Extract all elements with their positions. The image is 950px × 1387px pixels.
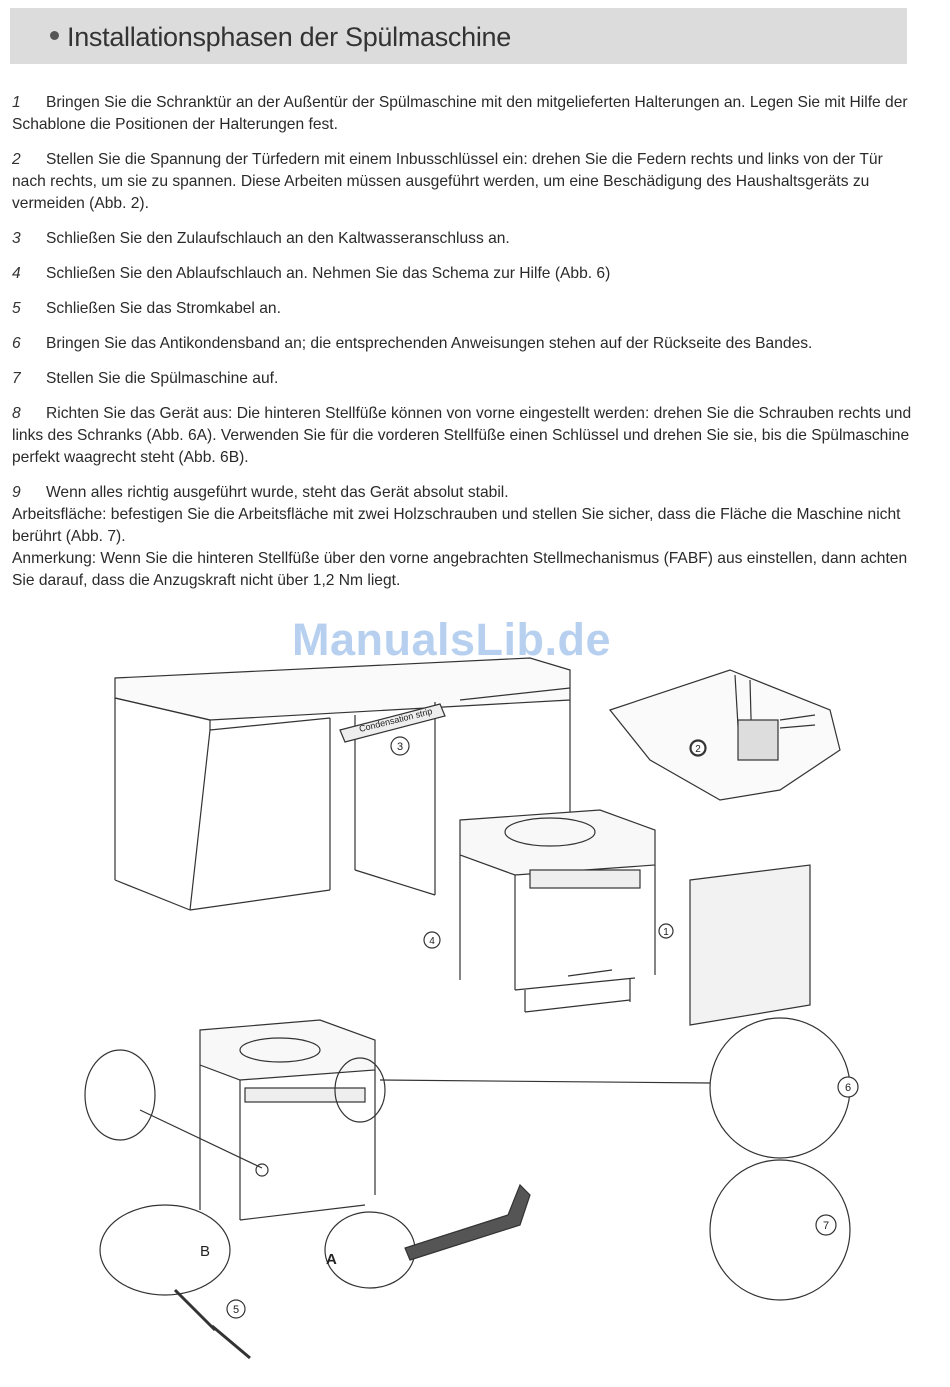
step-3	[12, 228, 912, 250]
step-5	[12, 298, 912, 320]
marker-label: 3	[396, 741, 404, 753]
step-text: Bringen Sie die Schranktür an der Außentür der Spülmaschine mit den mitgelieferten Halterungen an. Legen Sie mit Hilfe der Schablone die Positionen der Halterungen fest.	[12, 94, 908, 133]
cabinet-door-panel	[690, 865, 810, 1025]
step-text: Wenn alles richtig ausgeführt wurde, steht das Gerät absolut stabil.	[46, 484, 509, 501]
marker-label: 7	[822, 1220, 830, 1232]
label-b: B	[200, 1243, 211, 1260]
step-number: 6	[12, 335, 21, 352]
step-number: 3	[12, 230, 21, 247]
marker-label: 6	[844, 1082, 852, 1094]
hex-key-icon	[405, 1185, 530, 1260]
marker-label: 5	[232, 1304, 240, 1316]
step-8	[12, 403, 912, 469]
step-text: Stellen Sie die Spannung der Türfedern mit einem Inbusschlüssel ein: drehen Sie die Federn rechts und links von der Tür nach rechts, um sie zu spannen. Diese Arbeiten müssen ausgeführt werden, um eine Beschädigung des Haushaltsgeräts zu vermeiden (Abb. 2).	[12, 151, 883, 212]
step-number: 2	[12, 151, 21, 168]
step-text: Schließen Sie den Zulaufschlauch an den Kaltwasseranschluss an.	[46, 230, 510, 247]
marker-label: 4	[429, 936, 435, 947]
installation-diagram	[0, 640, 950, 1380]
marker-label: 1	[663, 927, 669, 938]
step-9	[12, 482, 912, 504]
step-number: 5	[12, 300, 21, 317]
note-worktop: Arbeitsfläche: befestigen Sie die Arbeitsfläche mit zwei Holzschrauben und stellen Sie sicher, dass die Fläche die Maschine nicht berührt (Abb. 7).	[12, 506, 901, 545]
dishwasher-detail	[200, 1020, 375, 1220]
label-a: A	[326, 1251, 337, 1268]
step-4	[12, 263, 912, 285]
bullet-icon	[50, 31, 59, 40]
step-text: Schließen Sie das Stromkabel an.	[46, 300, 281, 317]
step-2	[12, 149, 912, 215]
watermark: ManualsLib.de	[292, 614, 612, 665]
instructions	[12, 92, 912, 592]
step-6	[12, 333, 912, 355]
note-remark: Anmerkung: Wenn Sie die hinteren Stellfüße über den vorne angebrachten Stellmechanismus (FABF) aus einstellen, dann achten Sie darauf, dass die Anzugskraft nicht über 1,2 Nm liegt.	[12, 550, 908, 589]
step-text: Richten Sie das Gerät aus: Die hinteren Stellfüße können von vorne eingestellt werden: drehen Sie die Schrauben rechts und links des Schranks (Abb. 6A). Verwenden Sie für die vorderen Stellfüße einen Schlüssel und drehen Sie sie, bis die Spülmaschine perfekt waagrecht steht (Abb. 6B).	[12, 405, 912, 466]
step-text: Stellen Sie die Spülmaschine auf.	[46, 370, 279, 387]
step-number: 7	[12, 370, 21, 387]
page-title	[50, 22, 511, 53]
step-number: 1	[12, 94, 21, 111]
kitchen-cabinet	[115, 658, 570, 910]
step-number: 9	[12, 484, 21, 501]
step-text: Schließen Sie den Ablaufschlauch an. Nehmen Sie das Schema zur Hilfe (Abb. 6)	[46, 265, 611, 282]
condensation-label: Condensation strip	[358, 706, 434, 734]
marker-label: 2	[695, 744, 701, 755]
step-1	[12, 92, 912, 136]
dishwasher-main	[460, 810, 655, 1012]
page-title-text: Installationsphasen der Spülmaschine	[67, 22, 511, 52]
title-bar	[10, 8, 907, 64]
hinge-detail	[610, 670, 840, 800]
step-number: 4	[12, 265, 21, 282]
step-7	[12, 368, 912, 390]
step-text: Bringen Sie das Antikondensband an; die entsprechenden Anweisungen stehen auf der Rückseite des Bandes.	[46, 335, 813, 352]
step-number: 8	[12, 405, 21, 422]
